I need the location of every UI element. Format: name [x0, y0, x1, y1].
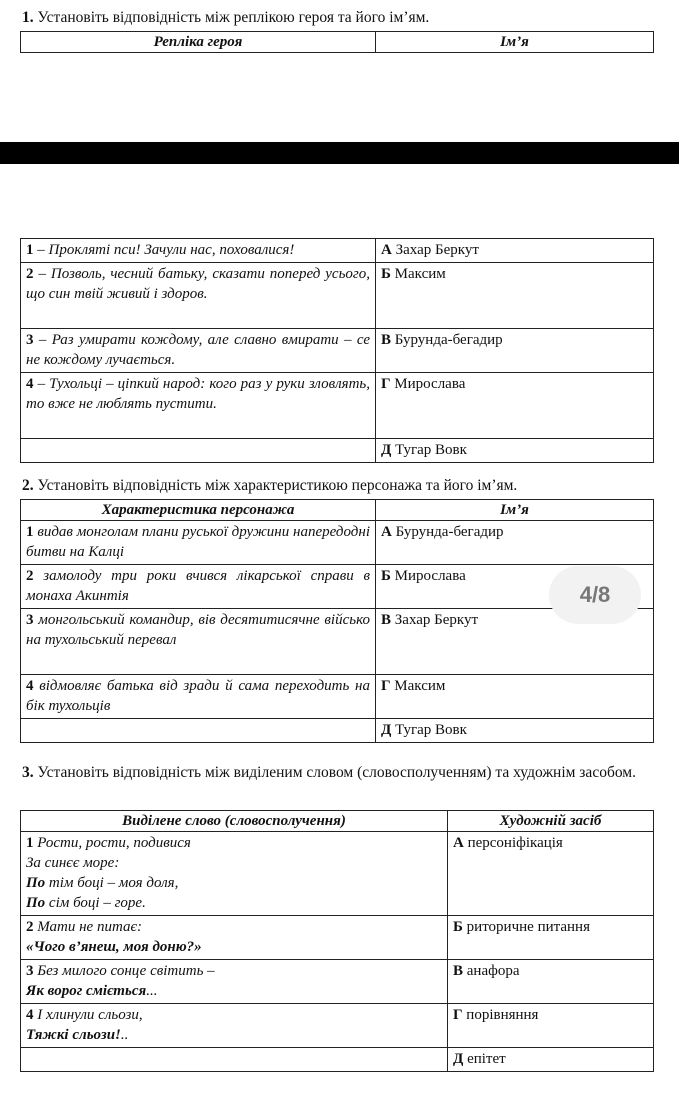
- table-row: [21, 960, 654, 1004]
- answer-cell: Г Мирослава: [376, 373, 654, 439]
- answer-cell: А персоніфікація: [448, 832, 654, 916]
- characteristic-cell: 4 відмовляє батька від зради й сама переходить на бік тухольців: [21, 675, 376, 719]
- excerpt-cell: 2 Мати не питає: «Чого в’янеш, моя доню?»: [21, 916, 448, 960]
- answer-cell: Г порівняння: [448, 1004, 654, 1048]
- task3-header-right: Художній засіб: [448, 811, 654, 832]
- answer-cell: А Захар Беркут: [376, 239, 654, 263]
- task2-header-left: Характеристика персонажа: [21, 500, 376, 521]
- task2-number: 2.: [22, 477, 34, 494]
- replica-cell: 4 – Тухольці – ціпкий народ: кого раз у руки зловлять, то вже не люблять пустити.: [21, 373, 376, 439]
- answer-cell: Б Максим: [376, 263, 654, 329]
- table-row: [21, 329, 654, 373]
- page-counter-badge: 4/8: [549, 566, 641, 624]
- task1-header-left: Репліка героя: [21, 32, 376, 53]
- task3-number: 3.: [22, 764, 34, 781]
- task3-text: Установіть відповідність між виділеним словом (словосполученням) та художнім засобом.: [37, 764, 636, 781]
- replica-cell: 3 – Раз умирати кождому, але славно вмирати – се не кождому лучається.: [21, 329, 376, 373]
- table-row: [21, 373, 654, 439]
- answer-cell: Б риторичне питання: [448, 916, 654, 960]
- table-row: [21, 675, 654, 719]
- answer-cell: Б Мирослава: [376, 565, 654, 609]
- answer-cell: Д Тугар Вовк: [376, 439, 654, 463]
- excerpt-cell: 1 Рости, рости, подивися За синєє море: По тім боці – моя доля, По сім боці – горе.: [21, 832, 448, 916]
- answer-cell: А Бурунда-бегадир: [376, 521, 654, 565]
- excerpt-cell: 3 Без милого сонце світить – Як ворог сміється...: [21, 960, 448, 1004]
- black-bar: [0, 142, 679, 164]
- characteristic-cell: [21, 719, 376, 743]
- replica-cell: 2 – Позволь, чесний батьку, сказати поперед усього, що син твій живий і здоров.: [21, 263, 376, 329]
- table-row: [21, 719, 654, 743]
- task2-text: Установіть відповідність між характеристикою персонажа та його ім’ям.: [37, 477, 518, 494]
- replica-cell: 1 – Прокляті пси! Зачули нас, поховалися!: [21, 239, 376, 263]
- task1-number: 1.: [22, 9, 34, 26]
- answer-cell: В Бурунда-бегадир: [376, 329, 654, 373]
- characteristic-cell: 2 замолоду три роки вчився лікарської справи в монаха Акинтія: [21, 565, 376, 609]
- table-row: [21, 609, 654, 675]
- task1-heading: [22, 8, 429, 27]
- answer-cell: В Захар Беркут: [376, 609, 654, 675]
- table-row: [21, 521, 654, 565]
- table-row: [21, 916, 654, 960]
- task1-text: Установіть відповідність між реплікою героя та його ім’ям.: [37, 9, 430, 26]
- excerpt-cell: [21, 1048, 448, 1072]
- excerpt-cell: 4 І хлинули сльози, Тяжкі сльози!..: [21, 1004, 448, 1048]
- table-row: [21, 439, 654, 463]
- answer-cell: Д Тугар Вовк: [376, 719, 654, 743]
- task1-header-table: [20, 31, 654, 53]
- task1-table: [20, 238, 654, 463]
- answer-cell: Г Максим: [376, 675, 654, 719]
- task2-header-right: Ім’я: [376, 500, 654, 521]
- table-row: [21, 1048, 654, 1072]
- table-row: [21, 263, 654, 329]
- task3-heading: [22, 763, 654, 782]
- task1-header-right: Ім’я: [376, 32, 654, 53]
- task2-heading: [22, 476, 517, 495]
- task3-header-left: Виділене слово (словосполучення): [21, 811, 448, 832]
- table-row: [21, 239, 654, 263]
- characteristic-cell: 3 монгольський командир, вів десятитисячне військо на тухольський перевал: [21, 609, 376, 675]
- characteristic-cell: 1 видав монголам плани руської дружини напередодні битви на Калці: [21, 521, 376, 565]
- answer-cell: Д епітет: [448, 1048, 654, 1072]
- table-row: [21, 832, 654, 916]
- task3-table: [20, 810, 654, 1072]
- answer-cell: В анафора: [448, 960, 654, 1004]
- replica-cell: [21, 439, 376, 463]
- task2-table: [20, 499, 654, 743]
- table-row: [21, 1004, 654, 1048]
